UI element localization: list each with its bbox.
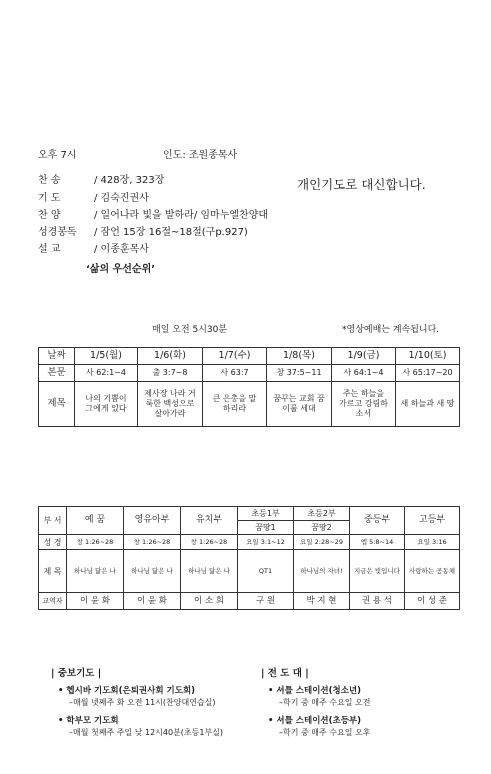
table-row xyxy=(39,550,460,593)
dept-name: 초등1부 xyxy=(238,507,294,521)
date-cell: 1/7(수) xyxy=(203,348,267,365)
dept-name: 영유아부 xyxy=(124,507,181,535)
date-cell: 1/8(목) xyxy=(267,348,332,365)
evangelism-heading: | 전 도 대 | xyxy=(261,668,309,679)
sermon-label: 설 교 xyxy=(38,244,61,255)
daily-note: *영상예배는 계속됩니다. xyxy=(342,325,440,335)
prayer-item-detail: –매월 넷째주 화 오전 11시(찬양대연습실) xyxy=(69,698,216,707)
table-row xyxy=(39,348,460,365)
dept-sub: 꿈땅2 xyxy=(294,521,350,535)
praise-value: / 일어나라 빛을 발하라/ 임마누엘찬양대 xyxy=(94,210,269,221)
dept-name: 초등2부 xyxy=(294,507,350,521)
dept-name: 유치부 xyxy=(181,507,238,535)
sermon-value: / 이종훈목사 xyxy=(94,244,149,255)
hymn-label: 찬 송 xyxy=(38,175,61,186)
title-cell: 새 하늘과 새 땅 xyxy=(396,382,460,427)
dept-name: 예 꿈 xyxy=(67,507,124,535)
service-time: 오후 7시 xyxy=(38,150,77,161)
reading-label: 성경봉독 xyxy=(38,227,77,238)
date-cell: 1/10(토) xyxy=(396,348,460,365)
pastor-cell: 박 지 현 xyxy=(294,593,350,610)
title-label: 제목 xyxy=(39,382,75,427)
title-cell: 주는 하늘을 가르고 강림하소서 xyxy=(332,382,396,427)
date-cell: 1/5(월) xyxy=(75,348,138,365)
pastor-cell: 권 용 석 xyxy=(350,593,405,610)
verse-cell: 요일 3:1~12 xyxy=(238,535,294,550)
title-cell: 꿈꾸는 교회 꿈 이룰 세대 xyxy=(267,382,332,427)
prayer-item-title: • 헵시바 기도회(은퇴권사회 기도회) xyxy=(58,686,196,696)
service-row-hymn xyxy=(38,171,164,186)
prayer-value: / 김숙진권사 xyxy=(94,193,149,204)
prayer-item-detail: –매월 첫째주 주일 낮 12시40분(초등1부실) xyxy=(69,728,224,737)
dept-sub: 꿈땅1 xyxy=(238,521,294,535)
praise-label: 찬 양 xyxy=(38,210,61,221)
title-cell: 하나님 닮은 나 xyxy=(124,550,181,593)
text-cell: 출 3:7~8 xyxy=(138,365,203,382)
prayer-item-title: • 학부모 기도회 xyxy=(58,716,119,726)
pastor-cell: 구 원 xyxy=(238,593,294,610)
service-row-sermon xyxy=(38,240,149,255)
date-label: 날짜 xyxy=(39,348,75,365)
title-label: 제 목 xyxy=(39,550,67,593)
title-cell: QT1 xyxy=(238,550,294,593)
pastor-cell: 이 성 준 xyxy=(405,593,460,610)
text-cell: 사 65:17~20 xyxy=(396,365,460,382)
text-cell: 사 64:1~4 xyxy=(332,365,396,382)
title-cell: 사랑하는 공동체 xyxy=(405,550,460,593)
sermon-title: ‘삶의 우선순위’ xyxy=(86,264,156,275)
verse-cell: 창 1:26~28 xyxy=(124,535,181,550)
title-cell: 큰 은총을 말하리라 xyxy=(203,382,267,427)
pastor-cell: 이 윤 화 xyxy=(124,593,181,610)
evangelism-item-title: • 셔틀 스테이션(초등부) xyxy=(268,716,362,726)
verse-cell: 창 1:26~28 xyxy=(181,535,238,550)
daily-prayer-table xyxy=(38,347,460,427)
evangelism-item-detail: –학기 중 매주 수요일 오전 xyxy=(279,698,371,707)
verse-cell: 요일 3:16 xyxy=(405,535,460,550)
daily-time: 매일 오전 5시30분 xyxy=(152,325,228,335)
prayer-heading: | 중보기도 | xyxy=(51,668,102,679)
title-cell: 지금은 빛입니다 xyxy=(350,550,405,593)
table-row xyxy=(39,535,460,550)
title-cell: 나의 기쁨이 그에게 있다 xyxy=(75,382,138,427)
verse-cell: 요일 2:28~29 xyxy=(294,535,350,550)
evangelism-item-detail: –학기 중 매주 수요일 오후 xyxy=(279,728,371,737)
table-row xyxy=(39,382,460,427)
service-row-praise xyxy=(38,206,268,221)
dept-name: 중등부 xyxy=(350,507,405,535)
table-row xyxy=(39,507,460,521)
title-cell: 제사장 나라 거룩한 백성으로 살아가라 xyxy=(138,382,203,427)
pastor-cell: 이 윤 화 xyxy=(67,593,124,610)
personal-prayer-note: 개인기도로 대신합니다. xyxy=(297,177,426,192)
prayer-label: 기 도 xyxy=(38,193,61,204)
school-table xyxy=(38,506,460,610)
title-cell: 하나님 닮은 나 xyxy=(181,550,238,593)
verse-label: 성 경 xyxy=(39,535,67,550)
title-cell: 하나님의 자녀! xyxy=(294,550,350,593)
date-cell: 1/6(화) xyxy=(138,348,203,365)
service-row-prayer xyxy=(38,189,149,204)
verse-cell: 엡 5:8~14 xyxy=(350,535,405,550)
service-row-reading xyxy=(38,223,248,238)
pastor-cell: 이 소 희 xyxy=(181,593,238,610)
dept-label: 부 서 xyxy=(39,507,67,535)
pastor-label: 교역자 xyxy=(39,593,67,610)
hymn-value: / 428장, 323장 xyxy=(94,175,165,186)
verse-cell: 창 1:26~28 xyxy=(67,535,124,550)
dept-name: 고등부 xyxy=(405,507,460,535)
service-leader: 인도: 조원종목사 xyxy=(163,150,238,161)
text-label: 본문 xyxy=(39,365,75,382)
text-cell: 창 37:5~11 xyxy=(267,365,332,382)
evangelism-item-title: • 셔틀 스테이션(청소년) xyxy=(268,686,362,696)
text-cell: 사 62:1~4 xyxy=(75,365,138,382)
table-row xyxy=(39,593,460,610)
table-row xyxy=(39,365,460,382)
title-cell: 하나님 닮은 나 xyxy=(67,550,124,593)
reading-value: / 잠언 15장 16절~18절(구p.927) xyxy=(94,227,248,238)
text-cell: 사 63:7 xyxy=(203,365,267,382)
date-cell: 1/9(금) xyxy=(332,348,396,365)
